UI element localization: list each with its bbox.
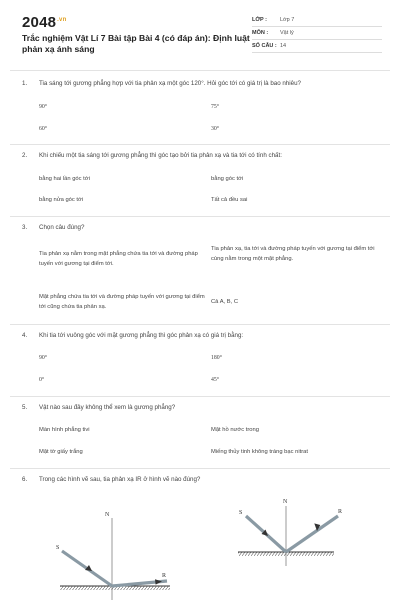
label-s: S — [56, 545, 60, 551]
question-number: 1. — [22, 80, 28, 87]
option-d[interactable]: Miếng thủy tinh không tráng bạc nitrat — [211, 449, 308, 455]
option-b[interactable]: bằng góc tới — [211, 176, 244, 182]
page-title: Trắc nghiệm Vật Lí 7 Bài tập Bài 4 (có đáp án): Định luật phản xạ ánh sáng — [22, 33, 250, 54]
option-c[interactable]: 0° — [39, 377, 45, 383]
logo-suffix: .vn — [57, 17, 67, 23]
meta-value: 14 — [280, 43, 287, 49]
label-s: S — [239, 510, 243, 516]
option-a[interactable]: bằng hai lần góc tới — [39, 176, 90, 182]
meta-value: Lớp 7 — [280, 17, 295, 23]
meta-value: Vật lý — [280, 30, 294, 36]
option-a[interactable]: Tia phản xạ nằm trong mặt phẳng chứa tia tới và đường pháp tuyến với gương tại điểm tới. — [39, 251, 198, 267]
option-b[interactable]: 75° — [211, 104, 220, 110]
divider — [10, 144, 390, 145]
option-d[interactable]: Cả A, B, C — [211, 299, 239, 305]
option-c[interactable]: Mặt phẳng chứa tia tới và đường pháp tuyến với gương tại điểm tới cũng chứa tia phản xạ. — [39, 294, 205, 310]
option-d[interactable]: Tất cả đều sai — [211, 197, 248, 203]
divider — [10, 396, 390, 397]
question-6 — [22, 476, 382, 600]
question-number: 2. — [22, 152, 28, 159]
question-number: 4. — [22, 332, 28, 339]
question-1 — [22, 80, 382, 140]
question-text: Tia sáng tới gương phẳng hợp với tia phản xạ một góc 120°. Hỏi góc tới có giá trị là bao nhiêu? — [39, 80, 301, 87]
option-c[interactable]: bằng nửa góc tới — [39, 197, 84, 203]
option-a[interactable]: 90° — [39, 355, 48, 361]
site-logo[interactable] — [22, 14, 66, 31]
question-2 — [22, 152, 382, 212]
option-d[interactable]: 30° — [211, 126, 220, 132]
divider — [10, 324, 390, 325]
divider — [10, 70, 390, 71]
label-n: N — [283, 499, 288, 505]
meta-key: SỐ CÂU : — [252, 43, 277, 49]
divider — [10, 468, 390, 469]
meta-key: MÔN : — [252, 30, 269, 36]
option-c[interactable]: Mặt tờ giấy trắng — [39, 449, 83, 455]
divider — [10, 216, 390, 217]
question-number: 3. — [22, 224, 28, 231]
meta-row-class — [252, 14, 382, 27]
header — [22, 8, 382, 66]
question-text: Khi chiếu một tia sáng tới gương phẳng thì góc tạo bởi tia phản xạ và tia tới có tính chất: — [39, 152, 282, 159]
option-a[interactable]: 90° — [39, 104, 48, 110]
meta-row-count — [252, 40, 382, 53]
question-text: Vật nào sau đây không thể xem là gương phẳng? — [39, 404, 176, 411]
question-4 — [22, 332, 382, 392]
question-text: Khi tia tới vuông góc với mặt gương phẳng thì góc phản xạ có giá trị bằng: — [39, 332, 244, 339]
label-n: N — [105, 512, 110, 518]
option-b[interactable]: 180° — [211, 355, 223, 361]
option-b[interactable]: Tia phản xạ, tia tới và đường pháp tuyến với gương tại điểm tới cùng nằm trong một mặt phẳng. — [211, 246, 375, 262]
meta-row-subject — [252, 27, 382, 40]
question-text: Trong các hình vẽ sau, tia phản xạ IR ở hình vẽ nào đúng? — [39, 476, 201, 483]
label-r: R — [162, 573, 167, 579]
question-number: 6. — [22, 476, 28, 483]
figure-a[interactable] — [32, 504, 192, 600]
option-d[interactable]: 45° — [211, 377, 220, 383]
option-b[interactable]: Mặt hồ nước trong — [211, 427, 259, 433]
question-text: Chọn câu đúng? — [39, 224, 85, 231]
label-r: R — [338, 509, 343, 515]
meta-table — [252, 14, 382, 53]
question-number: 5. — [22, 404, 28, 411]
logo-text: 2048 — [22, 14, 57, 31]
meta-key: LỚP : — [252, 17, 267, 23]
question-3 — [22, 224, 382, 324]
reflected-ray — [286, 516, 338, 552]
option-c[interactable]: 60° — [39, 126, 48, 132]
option-a[interactable]: Màn hình phẳng tivi — [39, 427, 90, 433]
question-5 — [22, 404, 382, 466]
figure-b[interactable] — [218, 496, 378, 600]
